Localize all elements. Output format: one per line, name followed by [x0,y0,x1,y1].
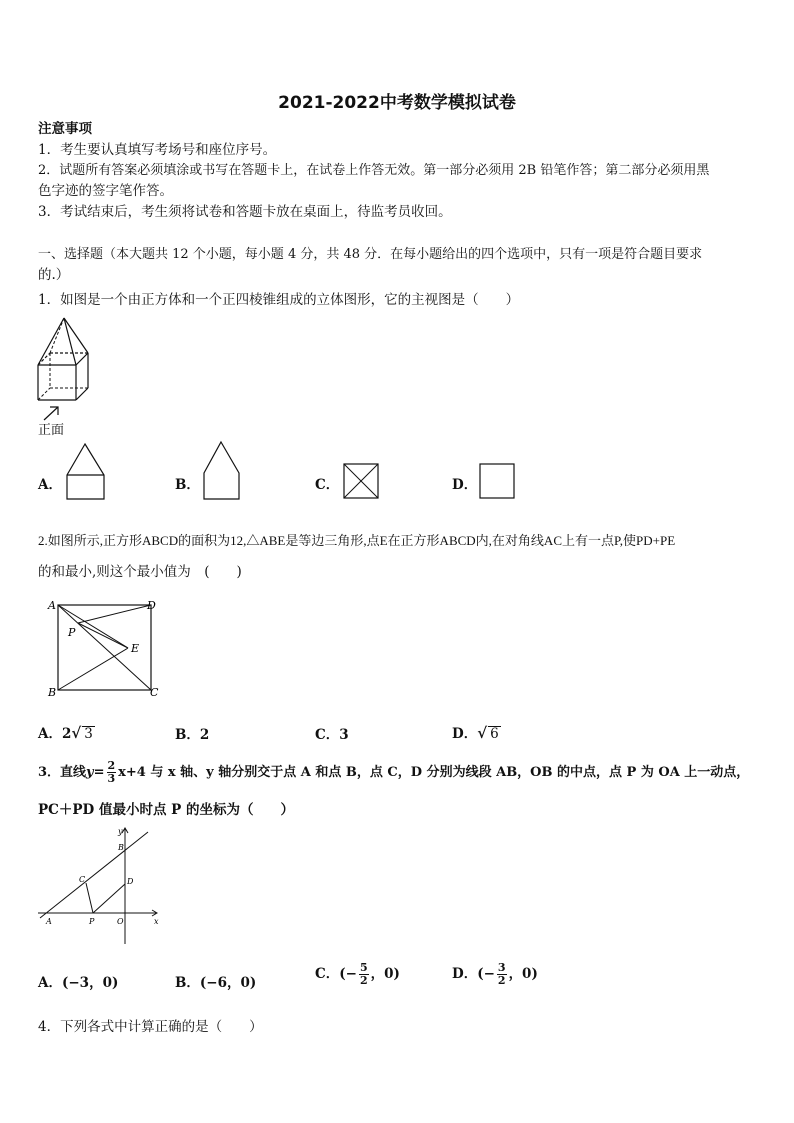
q2-option-a-prefix: A．2 [38,726,72,742]
section-heading-line2: 的.） [38,267,70,283]
q2-option-d [452,722,501,742]
q3-option-d-num: 3 [497,961,506,974]
q2-option-c: C．3 [315,727,349,743]
notice-item-3: 3．考试结束后，考生须将试卷和答题卡放在桌面上，待监考员收回。 [38,204,452,220]
q4-stem: 4．下列各式中计算正确的是（ ） [38,1019,263,1035]
q2-label-p: P [68,626,76,639]
q2-square-figure [46,598,166,698]
q1-option-d-figure [478,462,518,500]
sqrt-symbol: √ [477,724,488,742]
q3-label-p: P [89,917,95,926]
q3-option-c [315,962,400,987]
q1-option-d-label: D． [452,477,478,493]
q3-option-c-prefix: C．(− [315,966,357,982]
q1-front-label: 正面 [38,423,65,438]
q3-option-a: A．(−3，0) [38,975,119,991]
q3-option-d-suffix: ，0) [508,966,538,982]
q2-label-a: A [48,599,56,612]
q3-fraction [107,760,117,785]
q2-label-c: C [150,686,159,699]
q3-option-c-den: 2 [359,974,368,987]
q3-label-d: D [127,877,134,886]
q2-option-d-radicand: 6 [490,726,499,742]
q3-option-d-prefix: D．(− [452,966,495,982]
notice-item-2: 2．试题所有答案必须填涂或书写在答题卡上，在试卷上作答无效。第一部分必须用 2B 铅笔作答；第二部分必须用黑 [38,163,710,178]
q2-option-d-prefix: D． [452,726,478,742]
q1-option-b-label: B． [175,477,200,493]
q3-coordinate-figure [36,826,166,948]
notice-item-2-cont: 色字迹的签字笔作答。 [38,183,173,199]
q3-after-frac: x+4 与 x 轴、y 轴分别交于点 A 和点 B，点 C，D 分别为线段 AB，OB 的中点，点 P 为 OA 上一动点， [118,765,750,780]
page-title: 2021-2022中考数学模拟试卷 [278,93,516,113]
q2-label-e: E [131,642,140,655]
q3-option-d-den: 2 [497,974,506,987]
q2-option-a [38,722,95,742]
q3-option-b: B．(−6，0) [175,975,257,991]
q1-option-c-figure [342,462,382,500]
sqrt-symbol: √ [71,724,82,742]
section-heading-line1: 一、选择题（本大题共 12 个小题，每小题 4 分，共 48 分．在每小题给出的四个选项中，只有一项是符合题目要求 [38,247,703,262]
q1-option-b-figure [201,440,245,502]
q3-option-c-fraction [359,962,369,987]
q3-option-c-num: 5 [359,961,368,974]
q3-frac-num: 2 [107,759,116,772]
q2-stem-line2: 的和最小,则这个最小值为 ( ) [38,564,242,580]
q3-label-c: C [79,875,86,884]
q3-option-c-suffix: ，0) [370,966,400,982]
q1-option-c-label: C． [315,477,340,493]
q2-stem-line1: 2.如图所示,正方形ABCD的面积为12,△ABE是等边三角形,点E在正方形ABCD内,在对角线AC上有一点P,使PD+PE [38,533,676,548]
notice-item-1: 1．考生要认真填写考场号和座位序号。 [38,142,277,158]
q3-option-d [452,962,538,987]
q3-label-b: B [118,843,124,852]
q1-stem: 1．如图是一个由正方体和一个正四棱锥组成的立体图形，它的主视图是（ ） [38,292,520,308]
q1-solid-figure [30,315,100,435]
q2-option-a-radicand: 3 [84,726,93,742]
q3-prefix: 3．直线 [38,765,87,780]
q2-option-b: B．2 [175,727,210,743]
notice-heading: 注意事项 [38,121,92,137]
q3-label-a: A [46,917,52,926]
q1-option-a-label: A． [38,477,62,493]
q3-label-y: y [118,827,123,836]
q3-frac-den: 3 [107,772,116,785]
q3-stem-line1 [38,760,749,785]
q2-label-b: B [48,686,57,699]
q3-y-eq: y= [86,765,105,780]
q3-label-o: O [117,917,124,926]
q3-label-x: x [154,917,159,926]
q3-option-d-fraction [497,962,507,987]
q1-option-a-figure [64,442,108,502]
q2-label-d: D [147,599,156,612]
q3-stem-line2: PC＋PD 值最小时点 P 的坐标为（ ） [38,802,295,818]
